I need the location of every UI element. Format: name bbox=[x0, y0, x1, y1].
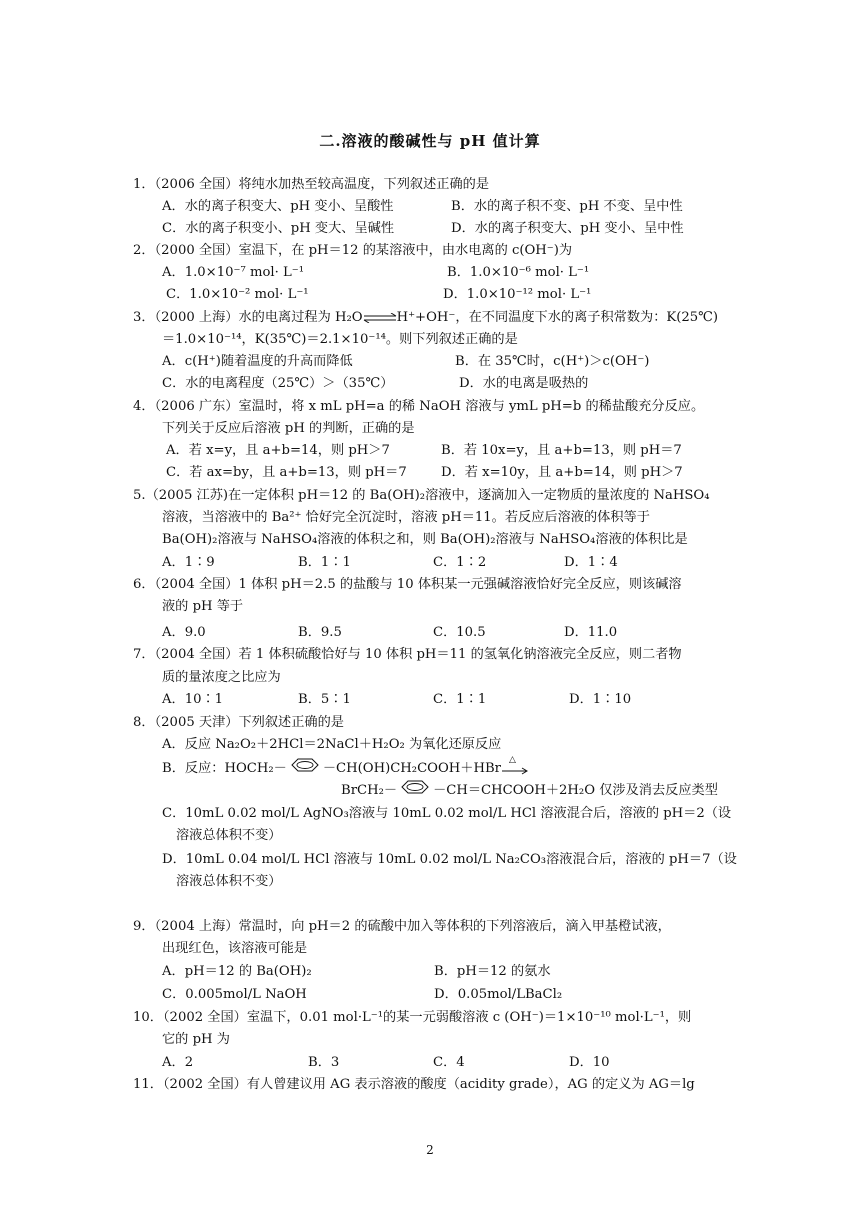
q3-stem-pre: 3．（2000 上海）水的电离过程为 H₂O bbox=[133, 310, 363, 325]
q3-stem bbox=[133, 308, 718, 328]
q6-option-c: C．10.5 bbox=[433, 625, 486, 640]
q8-option-c-line2: 溶液总体积不变） bbox=[176, 828, 282, 843]
heat-symbol: △ bbox=[508, 754, 516, 765]
q1-stem: 1．（2006 全国）将纯水加热至较高温度，下列叙述正确的是 bbox=[133, 177, 490, 192]
q8-b-middle: －CH(OH)CH₂COOH＋HBr bbox=[322, 761, 501, 776]
q7-option-b: B．5∶1 bbox=[298, 692, 351, 707]
q6-stem: 6．（2004 全国）1 体积 pH＝2.5 的盐酸与 10 体积某一元强碱溶液恰好完全反应，则该碱溶 bbox=[133, 577, 682, 592]
q3-option-a: A．c(H⁺)随着温度的升高而降低 bbox=[162, 354, 353, 369]
q3-option-c: C．水的电离程度（25℃）＞（35℃） bbox=[162, 376, 394, 391]
q10-option-c: C．4 bbox=[433, 1055, 465, 1070]
q5-stem: 5.（2005 江苏)在一定体积 pH＝12 的 Ba(OH)₂溶液中，逐滴加入一定物质的量浓度的 NaHSO₄ bbox=[133, 488, 710, 503]
q8-option-d-line2: 溶液总体积不变） bbox=[176, 874, 282, 889]
q5-stem-line3: Ba(OH)₂溶液与 NaHSO₄溶液的体积之和，则 Ba(OH)₂溶液与 NaHSO₄溶液的体积比是 bbox=[162, 532, 688, 547]
q2-option-c: C．1.0×10⁻² mol· L⁻¹ bbox=[166, 287, 309, 302]
q10-option-d: D．10 bbox=[569, 1055, 610, 1070]
q5-option-c: C．1∶2 bbox=[433, 555, 487, 570]
q1-option-b: B．水的离子积不变、pH 不变、呈中性 bbox=[451, 199, 683, 214]
q2-option-b: B．1.0×10⁻⁶ mol· L⁻¹ bbox=[447, 265, 590, 280]
q3-stem-line2: ＝1.0×10⁻¹⁴，K(35℃)＝2.1×10⁻¹⁴。则下列叙述正确的是 bbox=[162, 332, 518, 347]
q7-stem: 7．（2004 全国）若 1 体积硫酸恰好与 10 体积 pH＝11 的氢氧化钠溶液完全反应，则二者物 bbox=[133, 647, 682, 662]
q6-stem-line2: 液的 pH 等于 bbox=[162, 599, 244, 614]
q9-option-c: C．0.005mol/L NaOH bbox=[162, 987, 307, 1002]
q3-option-d: D．水的电离是吸热的 bbox=[459, 376, 589, 391]
benzene-ring-icon bbox=[287, 758, 323, 779]
q10-stem-line2: 它的 pH 为 bbox=[162, 1032, 230, 1047]
q2-stem: 2．（2000 全国）室温下，在 pH＝12 的某溶液中，由水电离的 c(OH⁻)为 bbox=[133, 243, 573, 258]
q9-option-b: B．pH＝12 的氨水 bbox=[434, 964, 551, 979]
q7-option-d: D．1∶10 bbox=[569, 692, 632, 707]
q10-option-a: A．2 bbox=[162, 1055, 194, 1070]
q10-option-b: B．3 bbox=[308, 1055, 340, 1070]
benzene-ring-icon bbox=[397, 780, 433, 801]
reaction-arrow-icon bbox=[501, 754, 529, 777]
q6-option-b: B．9.5 bbox=[298, 625, 342, 640]
q7-stem-line2: 质的量浓度之比应为 bbox=[162, 670, 281, 685]
q8-option-c: C．10mL 0.02 mol/L AgNO₃溶液与 10mL 0.02 mol/L HCl 溶液混合后，溶液的 pH＝2（设 bbox=[162, 806, 732, 821]
q9-stem-line2: 出现红色，该溶液可能是 bbox=[162, 941, 308, 956]
q5-stem-line2: 溶液，当溶液中的 Ba²⁺ 恰好完全沉淀时，溶液 pH＝11。若反应后溶液的体积等于 bbox=[162, 510, 650, 525]
q5-option-d: D．1∶4 bbox=[564, 555, 618, 570]
q7-option-c: C．1∶1 bbox=[433, 692, 487, 707]
equilibrium-arrow-icon bbox=[363, 313, 397, 323]
q2-option-a: A．1.0×10⁻⁷ mol· L⁻¹ bbox=[162, 265, 305, 280]
q8-option-b bbox=[162, 754, 529, 779]
q11-stem: 11．（2002 全国）有人曾建议用 AG 表示溶液的酸度（acidity grade），AG 的定义为 AG＝lg bbox=[133, 1077, 695, 1092]
q10-stem: 10．（2002 全国）室温下，0.01 mol·L⁻¹的某一元弱酸溶液 c (OH⁻)＝1×10⁻¹⁰ mol·L⁻¹，则 bbox=[133, 1010, 692, 1025]
q6-option-d: D．11.0 bbox=[564, 625, 618, 640]
q8-option-d: D．10mL 0.04 mol/L HCl 溶液与 10mL 0.02 mol/L Na₂CO₃溶液混合后，溶液的 pH＝7（设 bbox=[162, 852, 737, 867]
q8-b2-suffix: －CH＝CHCOOH＋2H₂O 仅涉及消去反应类型 bbox=[433, 783, 718, 798]
q2-option-d: D．1.0×10⁻¹² mol· L⁻¹ bbox=[443, 287, 592, 302]
q8-stem: 8．（2005 天津）下列叙述正确的是 bbox=[133, 715, 344, 730]
page-title: 二.溶液的酸碱性与 pH 值计算 bbox=[319, 132, 541, 150]
page-number: 2 bbox=[426, 1143, 434, 1157]
q8-b-prefix: B．反应：HOCH₂－ bbox=[162, 761, 287, 776]
q4-option-b: B．若 10x=y，且 a+b=13，则 pH＝7 bbox=[441, 443, 682, 458]
q8-b2-prefix: BrCH₂－ bbox=[341, 783, 398, 798]
q8-option-a: A．反应 Na₂O₂＋2HCl＝2NaCl＋H₂O₂ 为氧化还原反应 bbox=[162, 737, 502, 752]
q5-option-a: A．1∶9 bbox=[162, 555, 215, 570]
q4-stem: 4．（2006 广东）室温时，将 x mL pH=a 的稀 NaOH 溶液与 ymL pH=b 的稀盐酸充分反应。 bbox=[133, 399, 705, 414]
q1-option-c: C．水的离子积变小、pH 变大、呈碱性 bbox=[162, 221, 395, 236]
q4-option-c: C．若 ax=by，且 a+b=13，则 pH＝7 bbox=[166, 465, 407, 480]
q5-option-b: B．1∶1 bbox=[298, 555, 351, 570]
q3-stem-post: H⁺+OH⁻，在不同温度下水的离子积常数为：K(25℃) bbox=[396, 310, 719, 325]
q9-option-a: A．pH＝12 的 Ba(OH)₂ bbox=[162, 964, 312, 979]
q6-option-a: A．9.0 bbox=[162, 625, 206, 640]
q3-option-b: B．在 35℃时，c(H⁺)＞c(OH⁻) bbox=[455, 354, 650, 369]
q1-option-d: D．水的离子积变大、pH 变小、呈中性 bbox=[451, 221, 684, 236]
q7-option-a: A．10∶1 bbox=[162, 692, 224, 707]
q4-option-d: D．若 x=10y，且 a+b=14，则 pH＞7 bbox=[441, 465, 683, 480]
q4-option-a: A．若 x=y，且 a+b=14，则 pH＞7 bbox=[166, 443, 390, 458]
q1-option-a: A．水的离子积变大、pH 变小、呈酸性 bbox=[162, 199, 394, 214]
q9-option-d: D．0.05mol/LBaCl₂ bbox=[434, 987, 563, 1002]
q8-option-b-line2 bbox=[341, 780, 718, 801]
q9-stem: 9．（2004 上海）常温时，向 pH＝2 的硫酸中加入等体积的下列溶液后，滴入甲基橙试液， bbox=[133, 919, 671, 934]
q4-stem-line2: 下列关于反应后溶液 pH 的判断，正确的是 bbox=[162, 421, 415, 436]
